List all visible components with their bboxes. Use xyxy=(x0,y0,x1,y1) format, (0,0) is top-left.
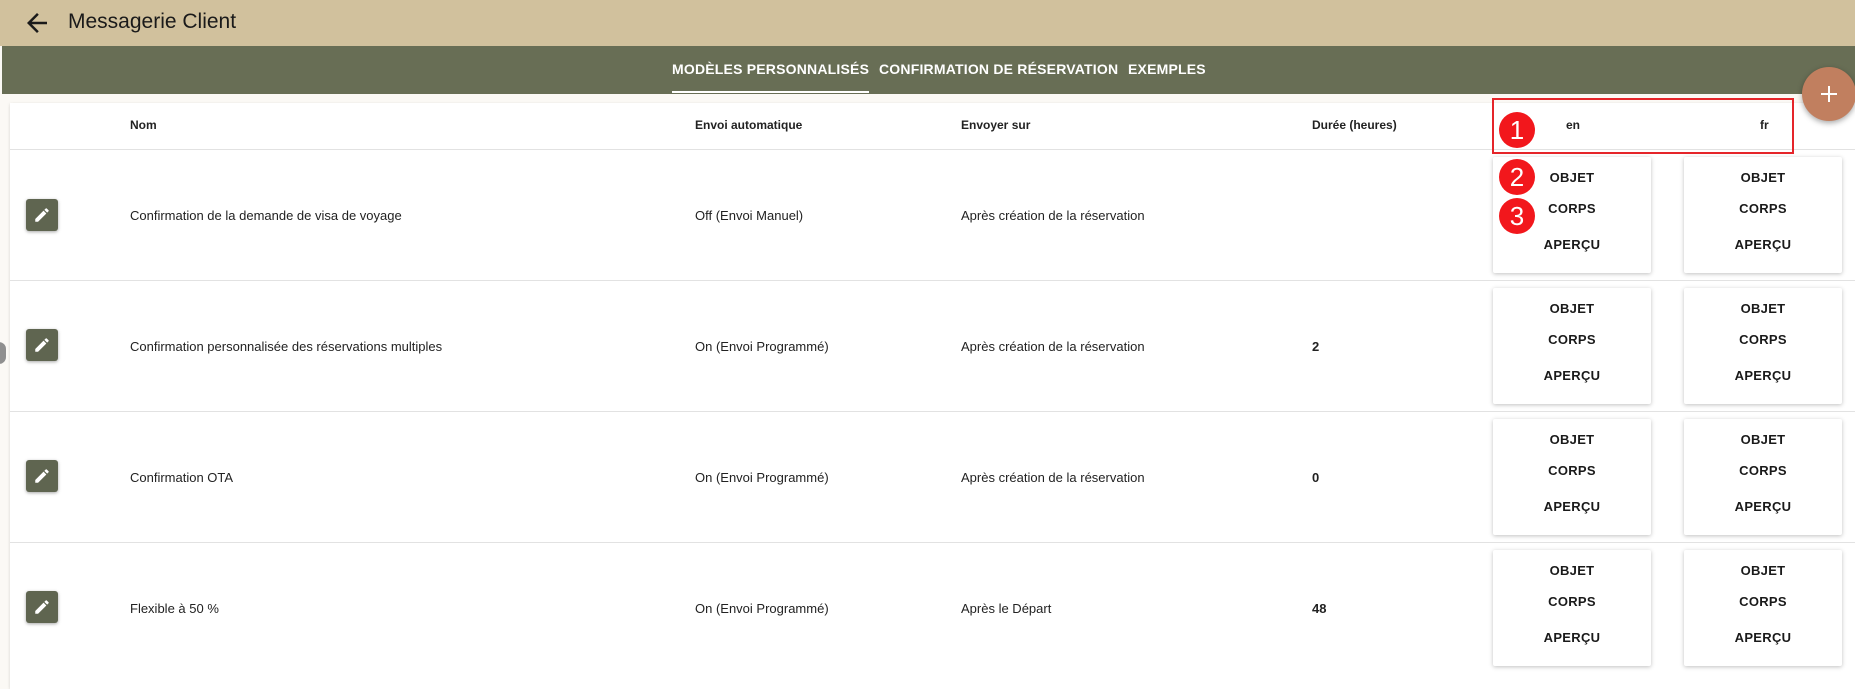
column-header-send-on: Envoyer sur xyxy=(961,118,1031,132)
message-actions-en xyxy=(1493,419,1651,535)
app-header xyxy=(0,0,1855,46)
template-name: Flexible à 50 % xyxy=(130,601,219,616)
back-button[interactable] xyxy=(22,8,52,38)
preview-button[interactable]: APERÇU xyxy=(1734,499,1792,514)
auto-send-status: Off (Envoi Manuel) xyxy=(695,208,804,223)
language-header-fr: fr xyxy=(1760,118,1769,132)
auto-send-status: On (Envoi Programmé) xyxy=(695,339,829,354)
body-button[interactable]: CORPS xyxy=(1739,463,1787,478)
message-actions-fr xyxy=(1684,288,1842,404)
annotation-badge-2: 2 xyxy=(1499,159,1535,195)
subject-button[interactable]: OBJET xyxy=(1740,563,1786,578)
preview-button[interactable]: APERÇU xyxy=(1543,630,1601,645)
subject-button[interactable]: OBJET xyxy=(1549,301,1595,316)
body-button[interactable]: CORPS xyxy=(1548,332,1596,347)
annotation-badge-1: 1 xyxy=(1499,112,1535,148)
message-actions-fr xyxy=(1684,419,1842,535)
annotation-badge-3: 3 xyxy=(1499,198,1535,234)
tab-examples[interactable]: EXEMPLES xyxy=(1128,61,1206,77)
message-actions-en xyxy=(1493,550,1651,666)
pencil-icon xyxy=(33,206,51,224)
auto-send-status: On (Envoi Programmé) xyxy=(695,470,829,485)
preview-button[interactable]: APERÇU xyxy=(1734,368,1792,383)
edit-button[interactable] xyxy=(26,591,58,623)
edit-button[interactable] xyxy=(26,199,58,231)
pencil-icon xyxy=(33,336,51,354)
message-actions-en xyxy=(1493,288,1651,404)
tab-bar xyxy=(2,46,1855,94)
preview-button[interactable]: APERÇU xyxy=(1543,237,1601,252)
column-header-name: Nom xyxy=(130,118,157,132)
subject-button[interactable]: OBJET xyxy=(1549,170,1595,185)
tab-booking-confirmation[interactable]: CONFIRMATION DE RÉSERVATION xyxy=(879,61,1119,77)
send-trigger: Après création de la réservation xyxy=(961,339,1145,354)
duration-hours: 0 xyxy=(1312,470,1320,485)
message-actions-fr xyxy=(1684,157,1842,273)
duration-hours: 2 xyxy=(1312,339,1320,354)
annotation-highlight-box xyxy=(1492,98,1794,154)
message-actions-fr xyxy=(1684,550,1842,666)
plus-icon xyxy=(1820,85,1838,103)
send-trigger: Après le Départ xyxy=(961,601,1052,616)
table-row xyxy=(0,543,1855,673)
page-title: Messagerie Client xyxy=(68,10,237,33)
arrow-left-icon xyxy=(22,8,52,38)
subject-button[interactable]: OBJET xyxy=(1740,170,1786,185)
column-header-duration: Durée (heures) xyxy=(1312,118,1397,132)
edit-button[interactable] xyxy=(26,329,58,361)
preview-button[interactable]: APERÇU xyxy=(1543,368,1601,383)
body-button[interactable]: CORPS xyxy=(1548,463,1596,478)
subject-button[interactable]: OBJET xyxy=(1549,432,1595,447)
pencil-icon xyxy=(33,467,51,485)
send-trigger: Après création de la réservation xyxy=(961,208,1145,223)
body-button[interactable]: CORPS xyxy=(1739,332,1787,347)
body-button[interactable]: CORPS xyxy=(1739,201,1787,216)
template-name: Confirmation personnalisée des réservations multiples xyxy=(130,339,443,354)
subject-button[interactable]: OBJET xyxy=(1740,432,1786,447)
template-name: Confirmation de la demande de visa de voyage xyxy=(130,208,402,223)
table-row xyxy=(0,412,1855,542)
column-header-auto-send: Envoi automatique xyxy=(695,118,803,132)
template-name: Confirmation OTA xyxy=(130,470,234,485)
add-template-button[interactable] xyxy=(1802,67,1855,121)
send-trigger: Après création de la réservation xyxy=(961,470,1145,485)
edit-button[interactable] xyxy=(26,460,58,492)
table-row xyxy=(0,281,1855,411)
preview-button[interactable]: APERÇU xyxy=(1734,630,1792,645)
subject-button[interactable]: OBJET xyxy=(1549,563,1595,578)
preview-button[interactable]: APERÇU xyxy=(1543,499,1601,514)
table-row xyxy=(0,150,1855,280)
body-button[interactable]: CORPS xyxy=(1548,201,1596,216)
subject-button[interactable]: OBJET xyxy=(1740,301,1786,316)
language-header-en: en xyxy=(1566,118,1581,132)
auto-send-status: On (Envoi Programmé) xyxy=(695,601,829,616)
body-button[interactable]: CORPS xyxy=(1739,594,1787,609)
preview-button[interactable]: APERÇU xyxy=(1734,237,1792,252)
duration-hours: 48 xyxy=(1312,601,1327,616)
tab-custom-templates[interactable]: MODÈLES PERSONNALISÉS xyxy=(672,61,870,77)
pencil-icon xyxy=(33,598,51,616)
body-button[interactable]: CORPS xyxy=(1548,594,1596,609)
